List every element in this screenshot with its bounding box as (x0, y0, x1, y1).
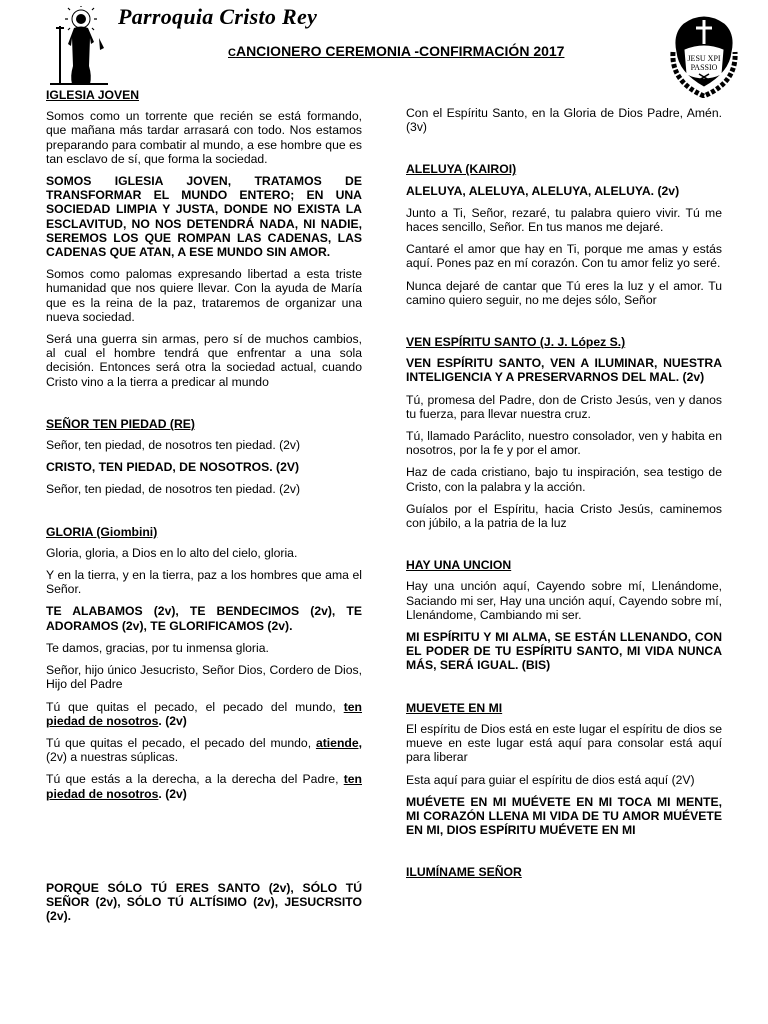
song-title-ven-espiritu-santo: VEN ESPÍRITU SANTO (J. J. López S.) (406, 335, 626, 350)
verse-text: Tú que quitas el pecado, el pecado del mundo, (46, 735, 316, 750)
song-title-gloria: GLORIA (Giombini) (46, 524, 158, 539)
verse: Gloria, gloria, a Dios en lo alto del cielo, gloria. (46, 545, 298, 560)
left-column (46, 88, 362, 931)
chorus: VEN ESPÍRITU SANTO, VEN A ILUMINAR, NUESTRA INTELIGENCIA Y A PRESERVARNOS DEL MAL. (2v) (406, 356, 722, 385)
verse: Señor, hijo único Jesucristo, Señor Dios, Cordero de Dios, Hijo del Padre (46, 663, 362, 692)
verse: Somos como un torrente que recién se está formando, que mañana más tardar arrasará con todo. Nos estamos preparando para combatir al mundo, a ese hombre que es tan esclavo de sí, que forma la sociedad. (46, 109, 362, 166)
response-text: ten piedad de nosotros (46, 699, 362, 728)
verse-continuation: Con el Espíritu Santo, en la Gloria de Dios Padre, Amén. (3v) (406, 106, 722, 135)
response-text: atiende, (315, 735, 362, 750)
verse: El espíritu de Dios está en este lugar el espíritu de dios se mueve en este lugar está aquí para consolar está aquí para liberar (406, 721, 722, 765)
verse: Te damos, gracias, por tu inmensa gloria. (46, 640, 269, 655)
song-title-hay-una-uncion: HAY UNA UNCION (406, 558, 512, 573)
verse: Cantaré el amor que hay en Ti, porque me amas y estás aquí. Pones paz en mí corazón. Con tu amor feliz yo seré. (406, 242, 722, 271)
verse: Haz de cada cristiano, bajo tu inspiración, sea testigo de Cristo, con la palabra y la acción. (406, 465, 722, 494)
verse: Hay una unción aquí, Cayendo sobre mí, Llenándome, Saciando mi ser, Hay una unción aquí, Cayendo sobre mí, Llenándome, Cambiando mi ser. (406, 579, 722, 622)
document-title (228, 44, 564, 60)
verse-text: (2v) a nuestras súplicas. (46, 750, 179, 765)
verse: Esta aquí para guiar el espíritu de dios está aquí (2V) (406, 772, 695, 787)
verse (46, 772, 362, 800)
verse: Será una guerra sin armas, pero sí de muchos cambios, al cual el hombre tendrá que enfrentar a una sola decisión. Entonces será otra la sociedad actual, cuando Cristo vino a la tierra a predicar al mundo (46, 332, 362, 389)
chorus: ALELUYA, ALELUYA, ALELUYA, ALELUYA. (2v) (406, 183, 680, 198)
verse (46, 700, 362, 728)
verse: Tú, promesa del Padre, don de Cristo Jesús, ven y danos tu fuerza, para llevar nuestra cruz. (406, 392, 722, 421)
repeat-mark: . (2v) (158, 786, 187, 801)
verse: Nunca dejaré de cantar que Tú eres la luz y el amor. Tu camino quiero seguir, no me dejes sólo, Señor (406, 278, 722, 307)
title-initial: C (228, 47, 236, 59)
christ-king-image (44, 6, 114, 86)
song-title-muevete-en-mi: MUEVETE EN MI (406, 700, 503, 715)
emblem-text-2: PASSIO (690, 63, 718, 72)
response-text: ten piedad de nosotros (46, 772, 362, 801)
repeat-mark: . (2v) (158, 713, 187, 728)
verse-text: Tú que estás a la derecha, a la derecha del Padre, (46, 772, 344, 787)
chorus: PORQUE SÓLO TÚ ERES SANTO (2v), SÓLO TÚ SEÑOR (2v), SÓLO TÚ ALTÍSIMO (2v), JESUCRSITO (2v). (46, 880, 362, 924)
chorus: TE ALABAMOS (2v), TE BENDECIMOS (2v), TE ADORAMOS (2v), TE GLORIFICAMOS (2v). (46, 604, 362, 633)
parish-name: Parroquia Cristo Rey (118, 4, 318, 29)
chorus: MUÉVETE EN MI MUÉVETE EN MI TOCA MI MENTE, MI CORAZÓN LLENA MI VIDA DE TU AMOR MUÉVETE EN MI, DIOS ESPÍRITU MUÉVETE EN MI (406, 794, 722, 838)
verse: Señor, ten piedad, de nosotros ten piedad. (2v) (46, 438, 301, 453)
song-title-senor-ten-piedad: SEÑOR TEN PIEDAD (RE) (46, 416, 195, 431)
right-column (406, 106, 722, 887)
verse-text: Tú que quitas el pecado, el pecado del mundo, (46, 699, 344, 714)
page-header (0, 0, 768, 90)
verse: Somos como palomas expresando libertad a esta triste humanidad que nos quiere llevar. Con la ayuda de María que es la reina de la paz, trataremos de organizar una nueva sociedad. (46, 267, 362, 324)
song-title-aleluya: ALELUYA (KAIROI) (406, 162, 517, 177)
verse: Guíalos por el Espíritu, hacia Cristo Jesús, caminemos con júbilo, a la patria de la luz (406, 501, 722, 531)
verse (46, 736, 362, 764)
verse: Y en la tierra, y en la tierra, paz a los hombres que ama el Señor. (46, 568, 362, 597)
verse: Tú, llamado Paráclito, nuestro consolador, ven y habita en nosotros, por la fe y por el amor. (406, 429, 722, 458)
chorus: SOMOS IGLESIA JOVEN, TRATAMOS DE TRANSFORMAR EL MUNDO ENTERO; EN UNA SOCIEDAD LIMPIA Y JUSTA, DONDE NO EXISTA LA ESCLAVITUD, NO NOS DETENDRÁ NADA, NI NADIE, SEREMOS LOS QUE ROMPAN LAS CADENAS, LAS CADENAS QUE ATAN, A ESE MUNDO SIN AMOR. (46, 174, 362, 260)
chorus: CRISTO, TEN PIEDAD, DE NOSOTROS. (2V) (46, 460, 300, 475)
verse: Junto a Ti, Señor, rezaré, tu palabra quiero vivir. Tú me haces sencillo, Señor. En tus manos me dejaré. (406, 205, 722, 235)
song-title-iluminame-senor: ILUMÍNAME SEÑOR (406, 865, 522, 880)
song-title-iglesia-joven: IGLESIA JOVEN (46, 88, 140, 102)
verse: Señor, ten piedad, de nosotros ten piedad. (2v) (46, 482, 301, 497)
emblem-text-1: JESU XPI (687, 54, 721, 63)
title-rest: ANCIONERO CEREMONIA -CONFIRMACIÓN 2017 (235, 43, 565, 59)
chorus: MI ESPÍRITU Y MI ALMA, SE ESTÁN LLENANDO, CON EL PODER DE TU ESPÍRITU SANTO, MI VIDA NUNCA MÁS, SERÁ IGUAL. (BIS) (406, 630, 722, 673)
passionist-emblem (665, 12, 743, 98)
